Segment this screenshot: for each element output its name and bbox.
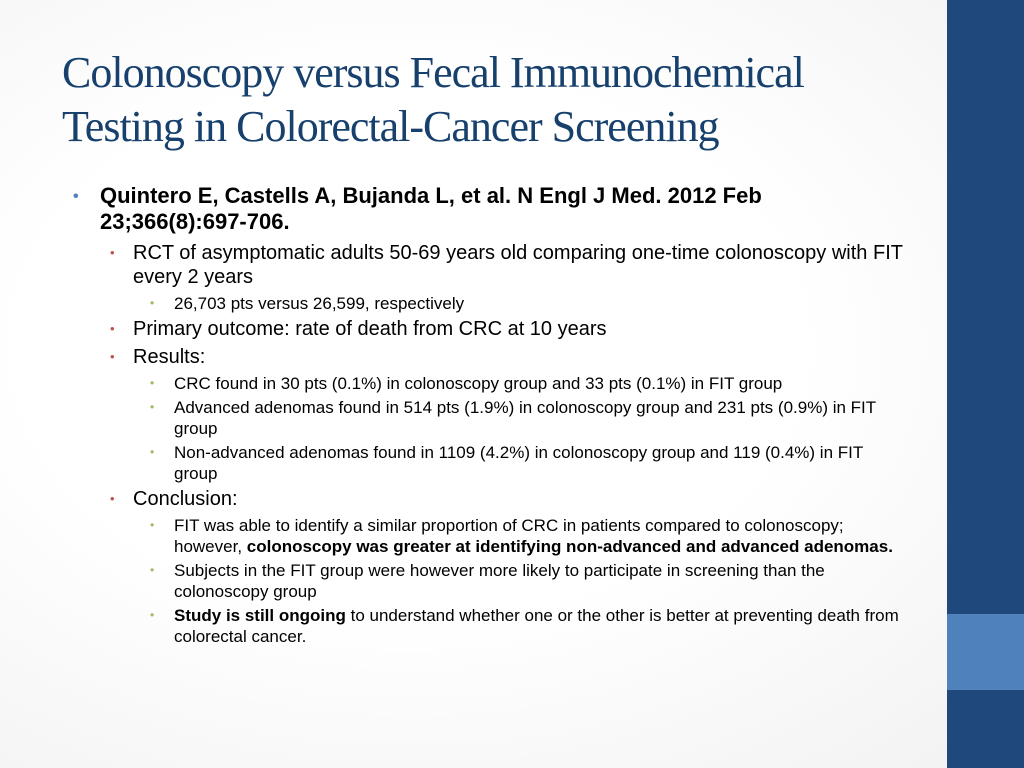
right-sidebar-accent-block (947, 614, 1024, 690)
result-item (73, 373, 903, 394)
citation-text: Quintero E, Castells A, Bujanda L, et al. N Engl J Med. 2012 Feb 23;366(8):697-706. (100, 183, 762, 234)
title-line-1: Colonoscopy versus Fecal Immunochemical (62, 48, 804, 97)
bullet-dot-icon: • (150, 608, 155, 622)
conclusion-text-bold: colonoscopy was greater at identifying non-advanced and advanced adenomas. (246, 537, 893, 556)
bullet-list (73, 183, 903, 650)
bullet-dot-icon: • (73, 188, 79, 205)
bullet-dot-icon: • (150, 376, 155, 390)
result-text: Non-advanced adenomas found in 1109 (4.2%) in colonoscopy group and 119 (0.4%) in FIT group (174, 443, 863, 483)
conclusion-text-bold: Study is still ongoing (174, 606, 346, 625)
conclusion-item (73, 560, 903, 602)
bullet-dot-icon: • (150, 400, 155, 414)
bullet-dot-icon: • (150, 445, 155, 459)
slide-title (62, 46, 922, 154)
citation-item (73, 183, 903, 235)
result-item (73, 397, 903, 439)
bullet-dot-icon: • (110, 349, 115, 364)
bullet-dot-icon: • (110, 245, 115, 260)
bullet-dot-icon: • (110, 321, 115, 336)
design-detail-item (73, 293, 903, 314)
conclusion-text-plain: to understand whether one or the other is better at preventing death from colorectal cancer. (174, 606, 899, 646)
primary-outcome-item (73, 317, 903, 341)
design-text: RCT of asymptomatic adults 50-69 years old comparing one-time colonoscopy with FIT every 2 years (133, 242, 903, 288)
conclusion-text: Subjects in the FIT group were however more likely to participate in screening than the colonoscopy group (174, 561, 825, 601)
conclusion-text-plain: FIT was able to identify a similar proportion of CRC in patients compared to colonoscopy; however, (174, 516, 844, 556)
results-label: Results: (133, 346, 206, 368)
conclusion-heading-item (73, 487, 903, 511)
result-item (73, 442, 903, 484)
conclusion-item (73, 605, 903, 647)
conclusion-label: Conclusion: (133, 488, 238, 510)
bullet-dot-icon: • (150, 563, 155, 577)
results-heading-item (73, 345, 903, 369)
design-detail-text: 26,703 pts versus 26,599, respectively (174, 294, 465, 313)
result-text: Advanced adenomas found in 514 pts (1.9%) in colonoscopy group and 231 pts (0.9%) in FIT group (174, 398, 876, 438)
result-text: CRC found in 30 pts (0.1%) in colonoscopy group and 33 pts (0.1%) in FIT group (174, 374, 783, 393)
bullet-dot-icon: • (150, 296, 155, 310)
primary-outcome-text: Primary outcome: rate of death from CRC at 10 years (133, 318, 607, 340)
bullet-dot-icon: • (110, 491, 115, 506)
conclusion-item (73, 515, 903, 557)
design-item (73, 241, 903, 289)
title-line-2: Testing in Colorectal-Cancer Screening (62, 102, 719, 151)
bullet-dot-icon: • (150, 518, 155, 532)
